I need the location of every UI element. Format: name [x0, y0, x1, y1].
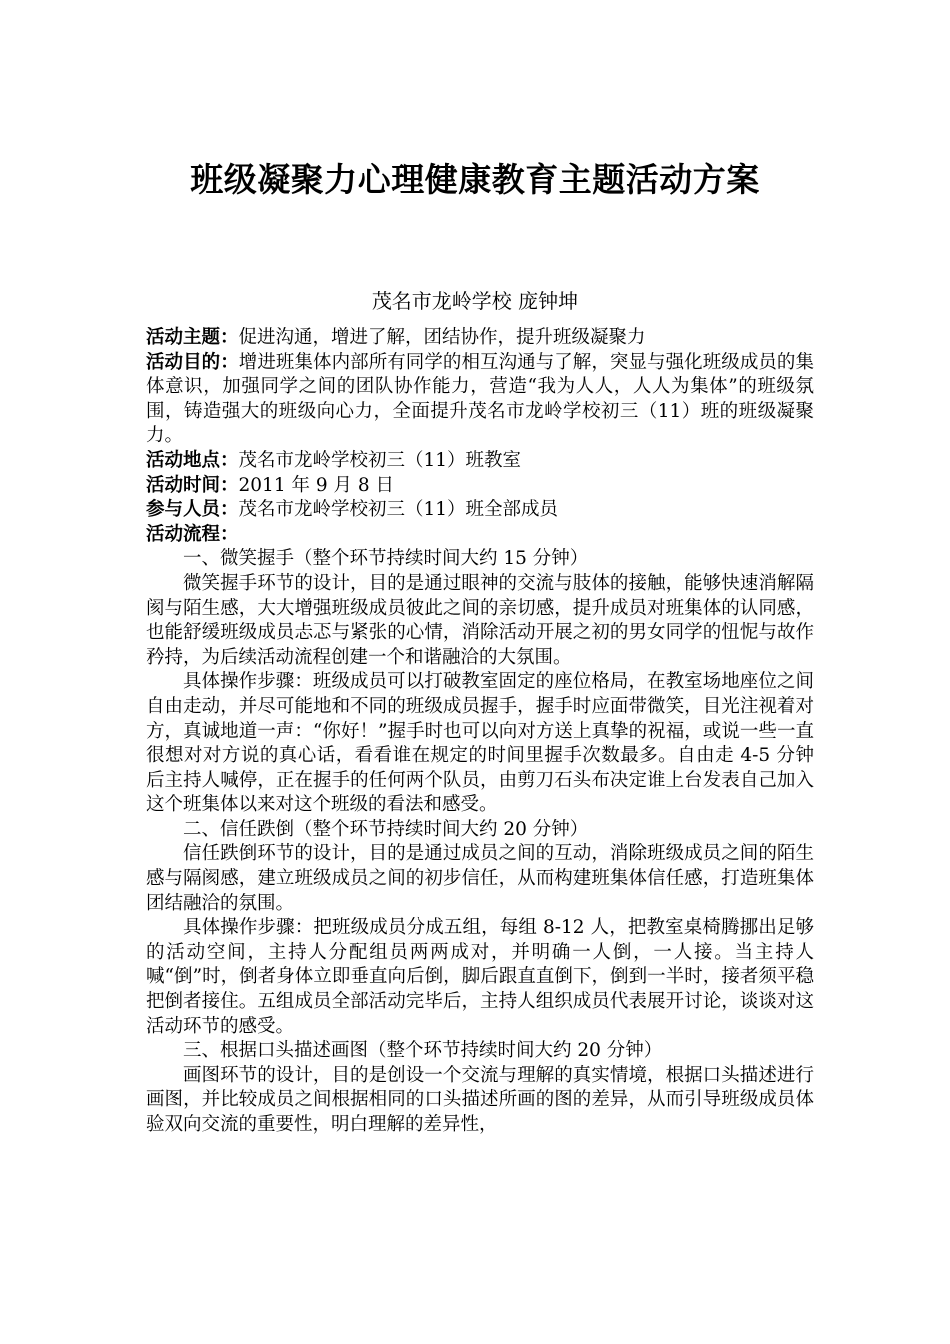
body-paragraph: 具体操作步骤：把班级成员分成五组，每组 8-12 人，把教室桌椅腾挪出足够的活动空间，主持人分配组员两两成对，并明确一人倒，一人接。当主持人喊“倒”时，倒者身体立即垂直向后倒，脚后跟直直倒下，倒到一半时，接者须平稳把倒者接住。五组成员全部活动完毕后，主持人组织成员代表展开讨论，谈谈对这活动环节的感受。	[146, 917, 814, 1037]
body-paragraph: 信任跌倒环节的设计，目的是通过成员之间的互动，消除班级成员之间的陌生感与隔阂感，建立班级成员之间的初步信任，从而构建班集体信任感，打造班集体团结融洽的氛围。	[146, 843, 814, 914]
section-heading: 二、信任跌倒（整个环节持续时间大约 20 分钟）	[183, 818, 589, 840]
info-value: 2011 年 9 月 8 日	[238, 474, 395, 496]
info-location	[146, 449, 814, 474]
info-label: 参与人员：	[146, 499, 239, 521]
info-value: 茂名市龙岭学校初三（11）班全部成员	[238, 499, 559, 521]
info-time	[146, 474, 814, 499]
document-body	[146, 326, 814, 1138]
section-heading: 一、微笑握手（整个环节持续时间大约 15 分钟）	[183, 548, 589, 570]
section-heading: 三、根据口头描述画图（整个环节持续时间大约 20 分钟）	[183, 1040, 663, 1062]
info-label: 活动地点：	[146, 449, 239, 471]
author-line: 茂名市龙岭学校 庞钟坤	[371, 289, 579, 313]
body-paragraph: 画图环节的设计，目的是创设一个交流与理解的真实情境，根据口头描述进行画图，并比较成员之间根据相同的口头描述所画的图的差异，从而引导班级成员体验双向交流的重要性，明白理解的差异性，	[146, 1064, 814, 1135]
info-process	[146, 523, 814, 548]
info-theme	[146, 326, 814, 351]
body-paragraph: 具体操作步骤：班级成员可以打破教室固定的座位格局，在教室场地座位之间自由走动，并尽可能地和不同的班级成员握手，握手时应面带微笑，目光注视着对方，真诚地道一声：“你好！”握手时也可以向对方送上真挚的祝福，或说一些一直很想对对方说的真心话，看看谁在规定的时间里握手次数最多。自由走 4-5 分钟后主持人喊停，正在握手的任何两个队员，由剪刀石头布决定谁上台发表自己加入这个班集体以来对这个班级的看法和感受。	[146, 671, 814, 816]
info-participants	[146, 498, 814, 523]
body-paragraph: 微笑握手环节的设计，目的是通过眼神的交流与肢体的接触，能够快速消解隔阂与陌生感，大大增强班级成员彼此之间的亲切感，提升成员对班集体的认同感，也能舒缓班级成员忐忑与紧张的心情，消除活动开展之初的男女同学的忸怩与故作矜持，为后续活动流程创建一个和谐融洽的大氛围。	[146, 572, 814, 668]
info-label: 活动目的：	[146, 351, 239, 373]
info-label: 活动流程：	[146, 523, 239, 545]
info-label: 活动时间：	[146, 474, 239, 496]
document-title: 班级凝聚力心理健康教育主题活动方案	[190, 160, 760, 199]
info-value: 增进班集体内部所有同学的相互沟通与了解，突显与强化班级成员的集体意识，加强同学之间的团队协作能力，营造“我为人人，人人为集体”的班级氛围，铸造强大的班级向心力，全面提升茂名市龙岭学校初三（11）班的班级凝聚力。	[146, 351, 814, 447]
info-value: 促进沟通，增进了解，团结协作，提升班级凝聚力	[238, 327, 646, 348]
info-purpose	[146, 351, 814, 449]
info-label: 活动主题：	[146, 327, 239, 348]
info-value: 茂名市龙岭学校初三（11）班教室	[238, 449, 522, 471]
